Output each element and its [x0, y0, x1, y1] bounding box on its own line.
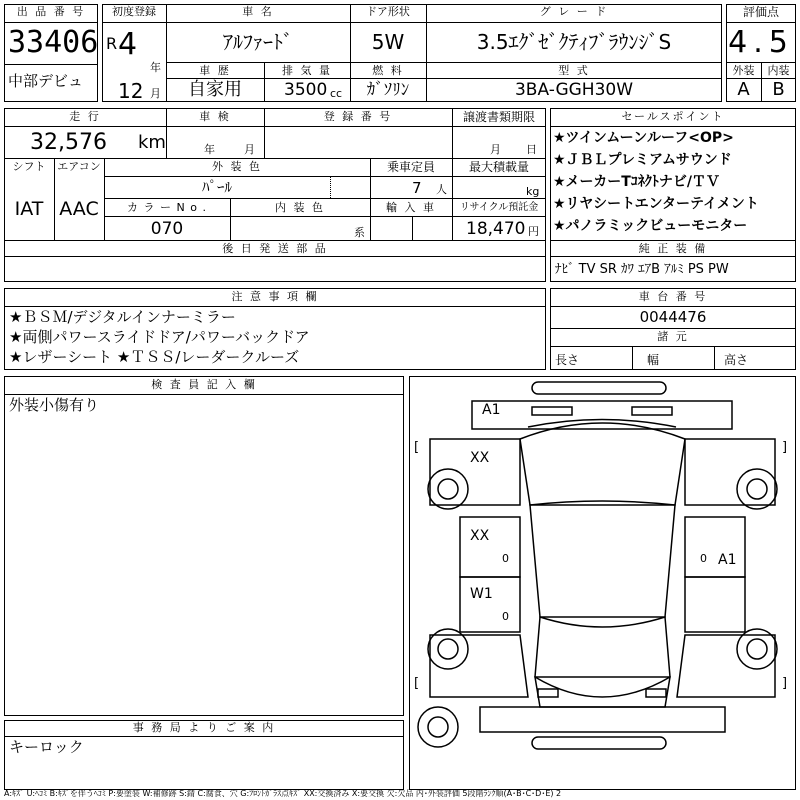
mileage-label: 走 行	[69, 110, 101, 123]
color-number: 070	[150, 219, 184, 239]
office-label: 事 務 局 よ り ご 案 内	[132, 721, 276, 734]
note-line: ★ＢＳＭ/デジタルインナーミラー	[9, 308, 236, 326]
first-reg-label: 初度登録	[112, 5, 156, 18]
later-parts-label: 後 日 発 送 部 品	[222, 242, 328, 255]
equipment-label: 純 正 装 備	[638, 242, 708, 255]
transfer-day-unit: 日	[526, 143, 537, 156]
damage-mark: 0	[700, 552, 707, 565]
first-reg-year: 4	[118, 27, 138, 62]
recycle-amount: 18,470	[466, 219, 526, 239]
region-label: 中部デビュ	[8, 72, 84, 90]
color-label: 外 装 色	[212, 160, 262, 173]
sales-points-label: セールスポイント	[621, 110, 725, 123]
inspector-box	[4, 376, 404, 716]
damage-mark: A1	[718, 552, 737, 568]
notes-label: 注 意 事 項 欄	[231, 290, 319, 303]
displacement-label: 排 気 量	[282, 64, 332, 77]
length-label: 長さ	[555, 353, 580, 367]
interior-label: 内装	[767, 64, 790, 77]
recycle-unit: 円	[528, 225, 539, 238]
lot-number: 33406	[8, 25, 99, 60]
sales-point: ★リヤシートエンターテイメント	[553, 196, 759, 212]
inspector-notes: 外装小傷有り	[9, 396, 100, 414]
damage-mark: XX	[470, 450, 490, 466]
car-name: ｱﾙﾌｧｰﾄﾞ	[223, 30, 293, 54]
model-code: 3BA-GGH30W	[514, 80, 634, 100]
interior-color-unit: 系	[354, 226, 365, 239]
lot-label: 出 品 番 号	[16, 5, 86, 18]
score-label: 評価点	[742, 5, 779, 19]
fuel-label: 燃 料	[372, 64, 404, 77]
height-label: 高さ	[724, 353, 749, 367]
color: ﾊﾟｰﾙ	[201, 178, 232, 196]
grade: 3.5ｴｸﾞｾﾞｸﾃｨﾌﾞﾗｳﾝｼﾞS	[476, 30, 672, 54]
chassis-number: 0044476	[639, 308, 707, 326]
damage-mark: 0	[502, 552, 509, 565]
grade-label: グ レ ー ド	[539, 5, 609, 18]
door-label: ドア形状	[366, 5, 410, 18]
capacity-label: 乗車定員	[386, 160, 435, 174]
damage-diagram	[409, 376, 796, 790]
color-number-label: カ ラ ー N o .	[127, 201, 207, 214]
chassis-label: 車 台 番 号	[638, 290, 708, 303]
damage-mark: 0	[502, 610, 509, 623]
shift-label: シフト	[12, 160, 46, 173]
recycle-label: リサイクル預託金	[459, 202, 539, 213]
car-outline	[410, 377, 795, 789]
sales-point: ★メーカーTｺﾈｸﾄナビ/ＴＶ	[553, 174, 720, 190]
sales-point: ★ツインムーンルーフ<OP>	[553, 130, 734, 146]
model-label: 型 式	[558, 64, 590, 77]
exterior-label: 外装	[732, 64, 755, 77]
bracket-right: ]	[782, 440, 788, 455]
sales-point: ★パノラミックビューモニター	[553, 218, 748, 234]
sales-point: ★ＪＢＬプレミアムサウンド	[553, 152, 732, 168]
bracket-right: ]	[782, 676, 788, 691]
damage-mark: XX	[470, 528, 490, 544]
bracket-left: [	[414, 440, 420, 455]
inspector-label: 検 査 員 記 入 欄	[151, 378, 257, 391]
first-reg-month: 12	[118, 79, 144, 103]
note-line: ★レザーシート ★ＴＳＳ/レーダークルーズ	[9, 348, 300, 366]
specs-label: 諸 元	[657, 330, 689, 343]
exterior-grade: A	[737, 79, 750, 100]
ac: AAC	[59, 198, 99, 220]
load-unit: kg	[526, 185, 540, 198]
office-notes: キーロック	[9, 738, 84, 756]
inspection-label: 車 検	[199, 110, 231, 123]
history: 自家用	[188, 79, 242, 100]
capacity-unit: 人	[436, 183, 447, 196]
score: 4.5	[728, 25, 794, 60]
load-label: 最大積載量	[468, 160, 529, 174]
legend: A:ｷｽﾞ U:ﾍｺﾐ B:ｷｽﾞを伴うﾍｺﾐ P:要塗装 W:補修跡 S:錆 C:腐食、穴 G:ﾌﾛﾝﾄｶﾞﾗｽ点ｷｽﾞ XX:交換済み X:要交換 欠:欠品 内･外装評価 5段階ﾗﾝｸ順(A･B･C･D･E) 2	[4, 789, 562, 798]
transfer-month-unit: 月	[490, 143, 501, 156]
registration-label: 登 録 番 号	[323, 110, 393, 123]
equipment: ﾅﾋﾞ TV SR ｶﾜ ｴｱB ｱﾙﾐ PS PW	[555, 262, 729, 277]
year-unit: 年	[150, 61, 161, 74]
transfer-label: 譲渡書類期限	[462, 110, 535, 124]
ac-label: エアコン	[57, 160, 101, 173]
damage-mark: A1	[482, 402, 501, 418]
inspection-month-unit: 月	[244, 143, 255, 156]
month-unit: 月	[150, 87, 161, 100]
fuel: ｶﾞｿﾘﾝ	[366, 80, 410, 100]
mileage-unit: km	[138, 132, 166, 153]
inspection-year-unit: 年	[204, 143, 215, 156]
interior-grade: B	[772, 79, 785, 100]
displacement-unit: cc	[330, 87, 343, 100]
door-type: 5W	[371, 30, 405, 54]
mileage: 32,576	[30, 130, 107, 155]
bracket-left: [	[414, 676, 420, 691]
displacement: 3500	[284, 80, 328, 100]
car-name-label: 車 名	[242, 5, 274, 18]
width-label: 幅	[647, 353, 660, 367]
import-label: 輸 入 車	[386, 201, 436, 214]
capacity: 7	[412, 179, 422, 197]
interior-color-label: 内 装 色	[275, 201, 325, 214]
shift: IAT	[14, 198, 44, 220]
history-label: 車 歴	[199, 64, 231, 77]
era: R	[106, 34, 118, 53]
note-line: ★両側パワースライドドア/パワーバックドア	[9, 328, 310, 346]
damage-mark: W1	[470, 586, 493, 602]
